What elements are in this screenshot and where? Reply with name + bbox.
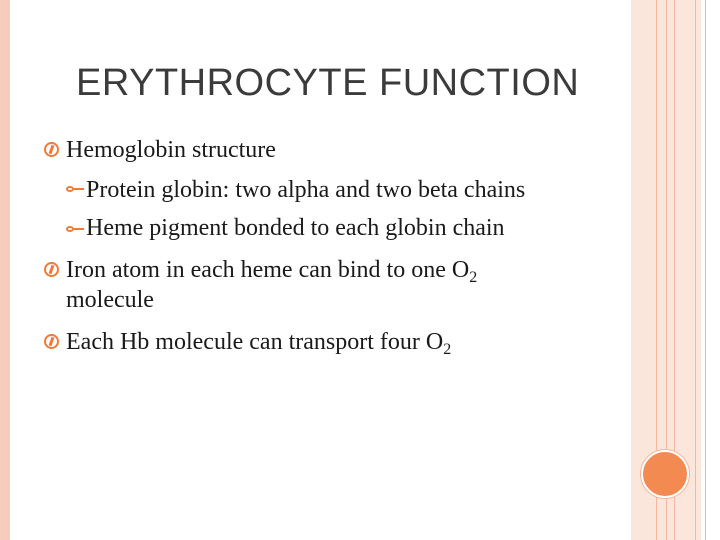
decorative-circle: [641, 450, 689, 498]
subscript-2: 2: [469, 269, 478, 286]
sub-bullet-protein-globin: Protein globin: two alpha and two beta chains: [86, 177, 526, 203]
circle-bullet-icon: [44, 334, 59, 349]
sub-bullet-heme-pigment: Heme pigment bonded to each globin chain: [86, 215, 505, 241]
circle-bullet-icon: [44, 142, 59, 157]
sub-bullet-icon: [66, 224, 86, 234]
decorative-line: [695, 0, 696, 540]
bullet-iron-atom: [66, 256, 477, 284]
subscript-2: 2: [443, 341, 452, 358]
sub-bullet-icon: [66, 184, 86, 194]
bullet-hb-transport-text: Each Hb molecule can transport four O: [66, 329, 444, 355]
bullet-iron-atom-continuation: molecule: [66, 287, 154, 313]
bullet-hemoglobin-structure: Hemoglobin structure: [66, 137, 276, 163]
left-frame-border: [0, 0, 10, 540]
bullet-iron-atom-text: Iron atom in each heme can bind to one O: [66, 257, 470, 283]
slide-title: ERYTHROCYTE FUNCTION: [76, 62, 580, 104]
circle-bullet-icon: [44, 262, 59, 277]
bullet-hb-transport: [66, 328, 451, 356]
decorative-line: [705, 0, 706, 540]
